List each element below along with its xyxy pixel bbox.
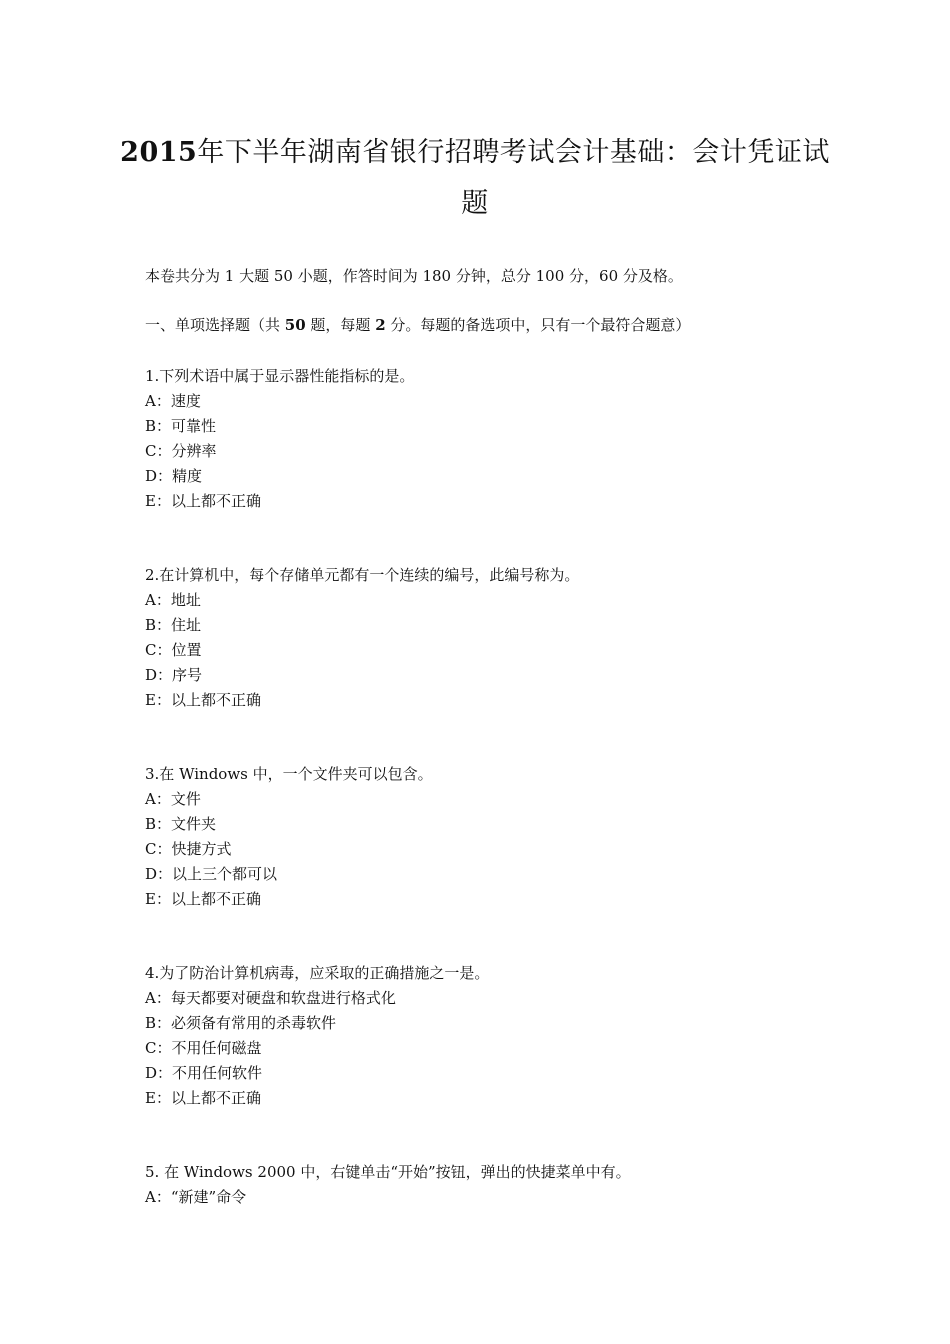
option-c: C：不用任何磁盘 (145, 1039, 262, 1057)
option-a: A：速度 (145, 392, 201, 410)
option-c: C：快捷方式 (145, 840, 232, 858)
option-d: D：不用任何软件 (145, 1064, 263, 1082)
section-prefix: 一、单项选择题（共 (145, 316, 285, 334)
question-3 (145, 762, 433, 912)
document-title-line-1 (110, 133, 840, 173)
option-c: C：位置 (145, 641, 202, 659)
option-b: B：文件夹 (145, 815, 217, 833)
question-1 (145, 364, 414, 514)
question-stem: 3.在 Windows 中，一个文件夹可以包含。 (145, 765, 433, 783)
option-d: D：以上三个都可以 (145, 865, 278, 883)
option-b: B：必须备有常用的杀毒软件 (145, 1014, 337, 1032)
question-5 (145, 1160, 631, 1210)
option-a: A：“新建”命令 (145, 1188, 247, 1206)
option-a: A：文件 (145, 790, 201, 808)
section-heading (145, 314, 690, 336)
document-title-line-2: 题 (461, 188, 489, 219)
section-suffix: 分。每题的备选项中，只有一个最符合题意） (385, 316, 691, 334)
question-4 (145, 961, 489, 1111)
option-d: D：序号 (145, 666, 203, 684)
question-2 (145, 563, 579, 713)
exam-intro: 本卷共分为 1 大题 50 小题，作答时间为 180 分钟，总分 100 分，60 分及格。 (145, 267, 683, 285)
option-e: E：以上都不正确 (145, 890, 261, 908)
title-year: 2015 (120, 137, 198, 168)
question-stem: 5. 在 Windows 2000 中，右键单击“开始”按钮，弹出的快捷菜单中有。 (145, 1163, 631, 1181)
section-points: 2 (375, 316, 386, 334)
option-e: E：以上都不正确 (145, 1089, 261, 1107)
question-stem: 4.为了防治计算机病毒，应采取的正确措施之一是。 (145, 964, 490, 982)
option-a: A：地址 (145, 591, 201, 609)
option-c: C：分辨率 (145, 442, 217, 460)
section-count: 50 (284, 316, 306, 334)
question-stem: 2.在计算机中，每个存储单元都有一个连续的编号，此编号称为。 (145, 566, 580, 584)
question-stem: 1.下列术语中属于显示器性能指标的是。 (145, 367, 415, 385)
option-b: B：住址 (145, 616, 202, 634)
option-e: E：以上都不正确 (145, 691, 261, 709)
option-d: D：精度 (145, 467, 203, 485)
title-text: 年下半年湖南省银行招聘考试会计基础：会计凭证试 (197, 137, 830, 168)
section-middle: 题，每题 (305, 316, 376, 334)
option-e: E：以上都不正确 (145, 492, 261, 510)
option-a: A：每天都要对硬盘和软盘进行格式化 (145, 989, 396, 1007)
option-b: B：可靠性 (145, 417, 217, 435)
